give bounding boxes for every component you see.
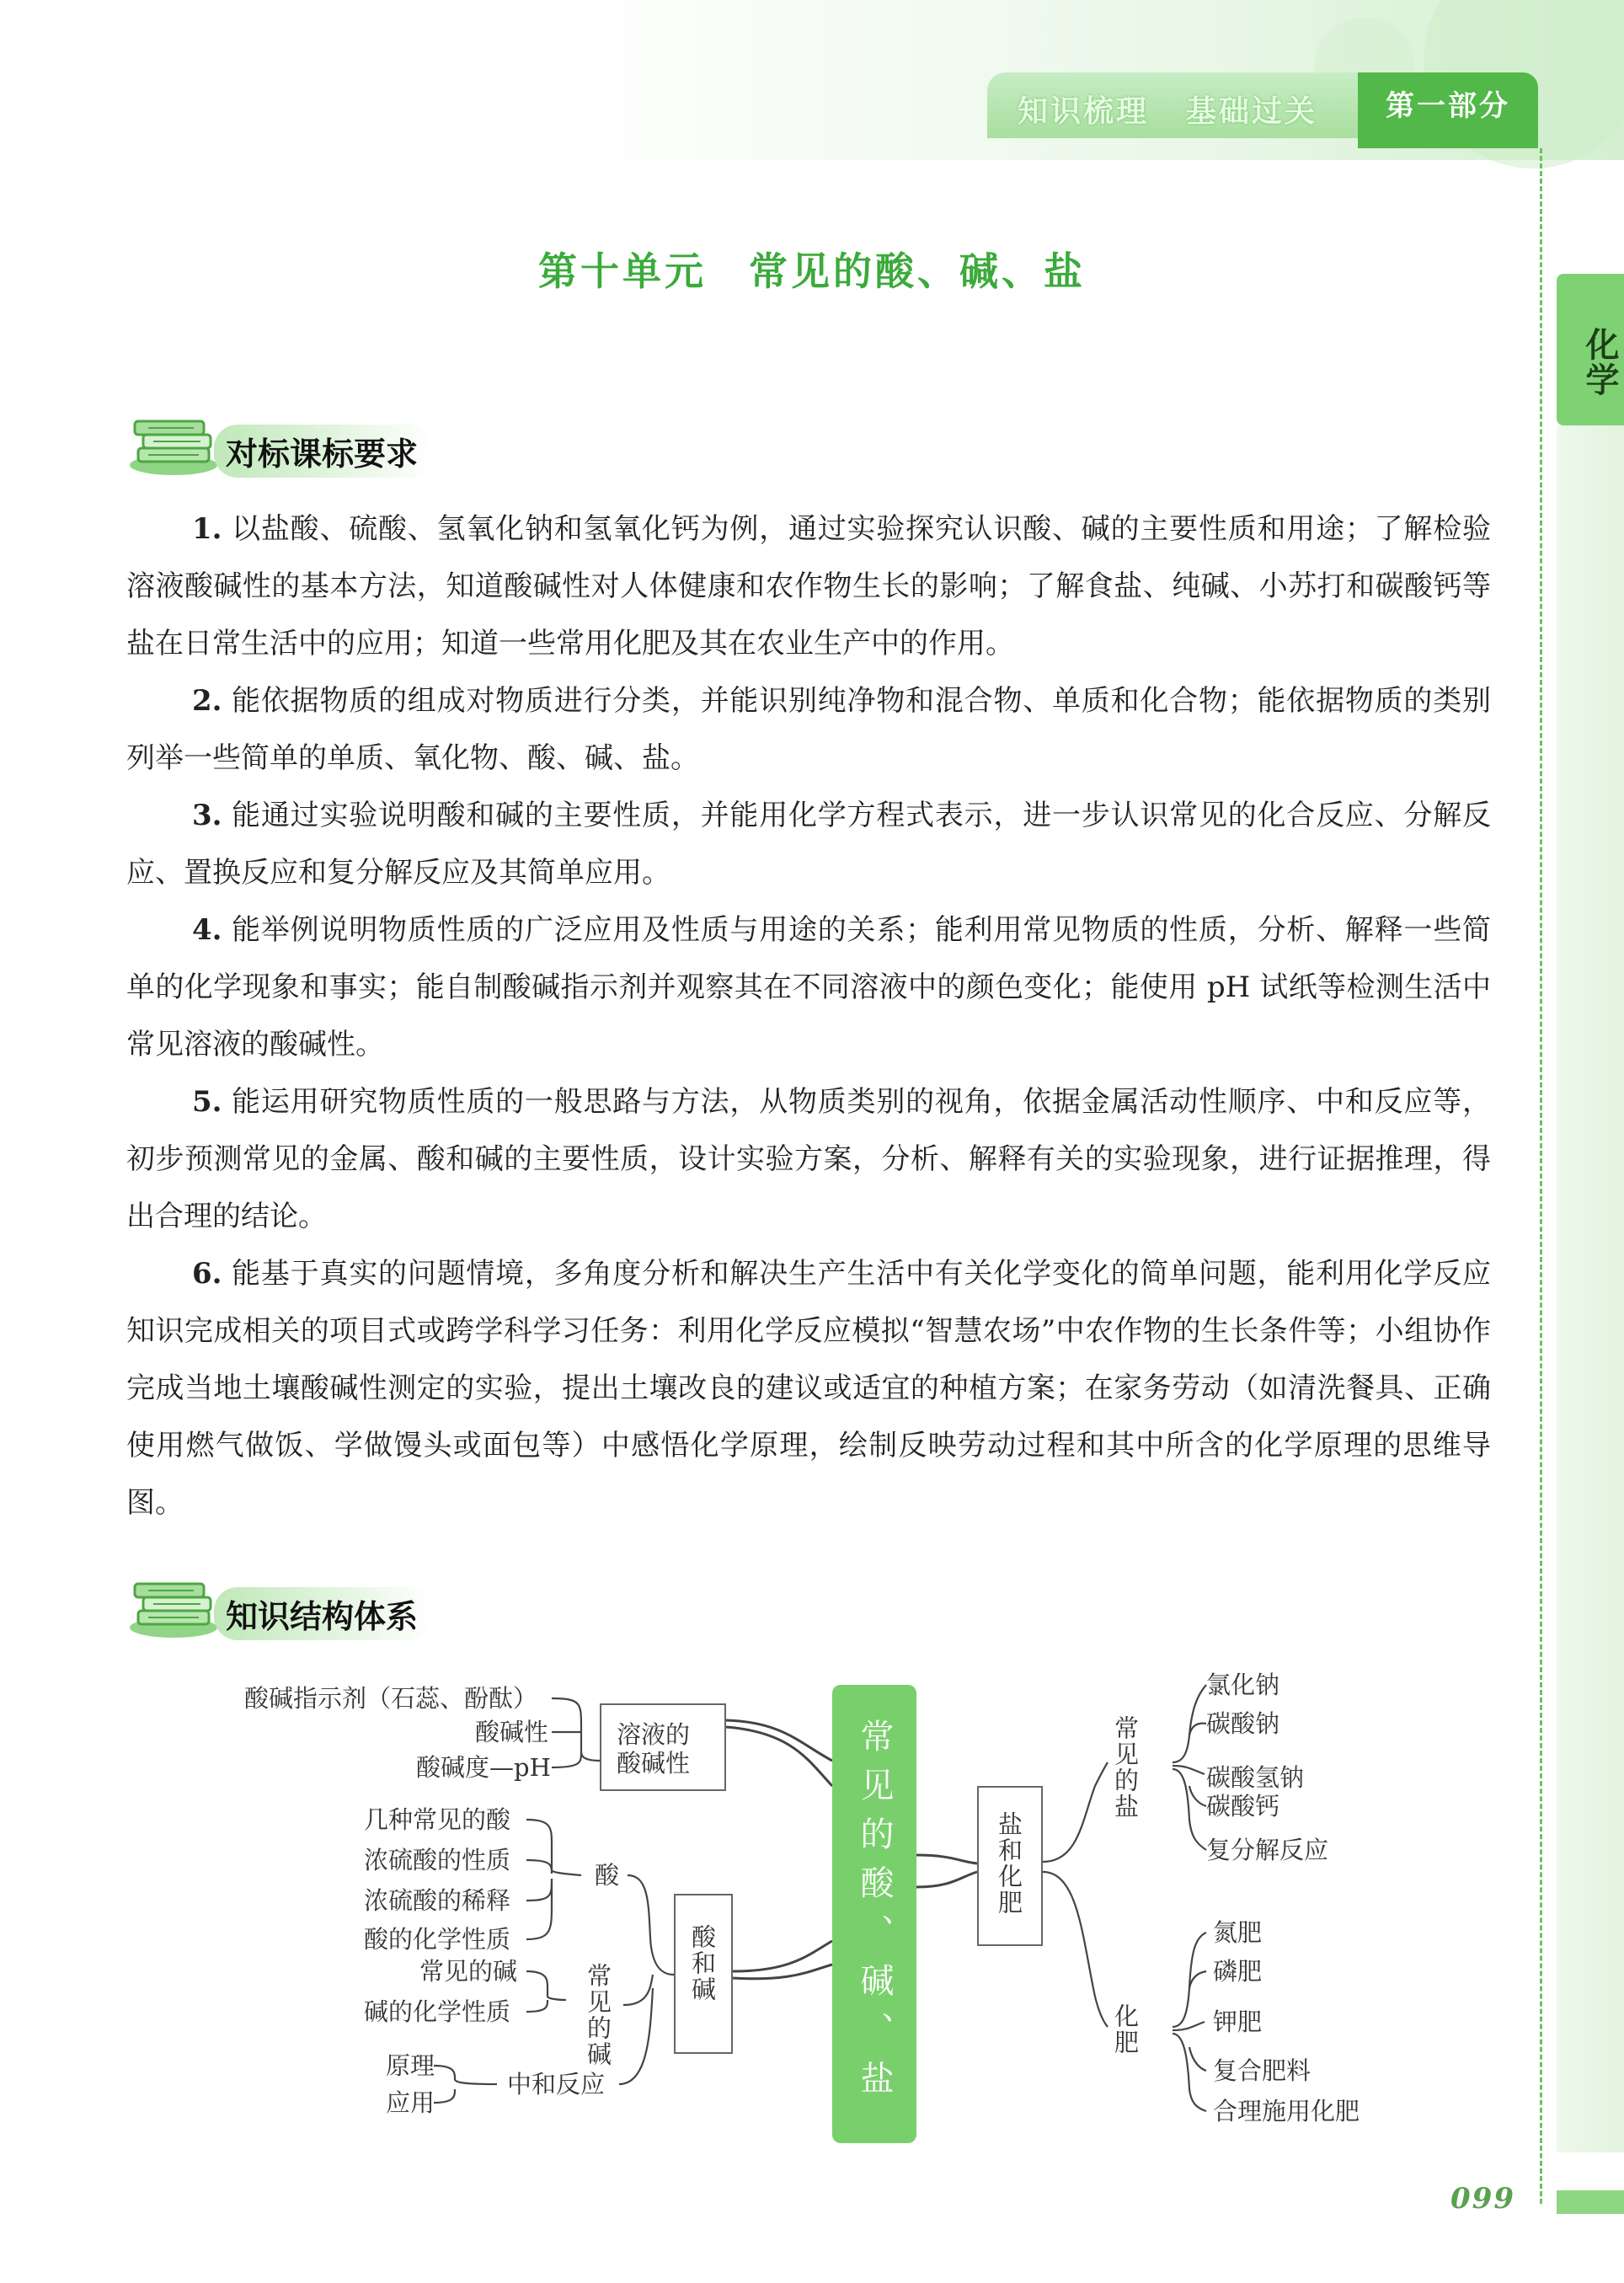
leaf-principle: 原理 — [386, 2051, 435, 2080]
requirement-item — [126, 787, 1491, 901]
item-number: 5. — [192, 1085, 222, 1119]
mind-map — [0, 1651, 1624, 2157]
node-solution-acidity — [600, 1703, 726, 1791]
header-tag-mid: 基础过关 — [1186, 94, 1318, 129]
header-tag-bar — [987, 72, 1358, 138]
item-text: 能基于真实的问题情境，多角度分析和解决生产生活中有关化学变化的简单问题，能利用化学反应知识完成相关的项目式或跨学科学习任务：利用化学反应模拟“智慧农场”中农作物的生长条件等；小组协作完成当地土壤酸碱性测定的实验，提出土壤改良的建议或适宜的种植方案；在家务劳动（如清洗餐具、正确使用燃气做饭、学做馒头或面包等）中感悟化学原理，绘制反映劳动过程和其中所含的化学原理的思维导图。 — [126, 1257, 1491, 1520]
node-label: 酸和碱 — [688, 1924, 717, 2002]
node-salt-and-fertilizer — [977, 1786, 1043, 1946]
leaf-phosphate-fertilizer: 磷肥 — [1213, 1957, 1263, 1986]
section-heading-label: 对标课标要求 — [214, 425, 433, 478]
requirement-item — [126, 901, 1491, 1073]
node-acid-and-base — [674, 1894, 733, 2054]
node-label: 溶液的酸碱性 — [617, 1720, 691, 1778]
page-number: 099 — [1450, 2182, 1515, 2216]
page-number-strip — [1557, 2190, 1624, 2214]
item-number: 3. — [192, 799, 222, 832]
item-text: 能依据物质的组成对物质进行分类，并能识别纯净物和混合物、单质和化合物；能依据物质的类别列举一些简单的单质、氧化物、酸、碱、盐。 — [126, 684, 1491, 775]
leaf-acidity: 酸碱性 — [475, 1718, 549, 1746]
node-fertilizer: 化肥 — [1111, 2003, 1140, 2056]
subject-tab: 化学 — [1557, 274, 1624, 425]
leaf-nitrogen-fertilizer: 氮肥 — [1213, 1918, 1263, 1947]
leaf-sodium-bicarbonate: 碳酸氢钠 — [1206, 1763, 1305, 1792]
item-text: 能通过实验说明酸和碱的主要性质，并能用化学方程式表示，进一步认识常见的化合反应、分解反应、置换反应和复分解反应及其简单应用。 — [126, 799, 1491, 890]
item-text: 以盐酸、硫酸、氢氧化钠和氢氧化钙为例，通过实验探究认识酸、碱的主要性质和用途；了解检验溶液酸碱性的基本方法，知道酸碱性对人体健康和农作物生长的影响；了解食盐、纯碱、小苏打和碳酸钙等盐在日常生活中的应用；知道一些常用化肥及其在农业生产中的作用。 — [126, 512, 1491, 660]
leaf-potash-fertilizer: 钾肥 — [1213, 2008, 1263, 2036]
leaf-acid-chemical-properties: 酸的化学性质 — [364, 1925, 511, 1954]
books-icon — [126, 413, 227, 480]
leaf-common-acids: 几种常见的酸 — [364, 1805, 511, 1834]
requirement-item — [126, 672, 1491, 787]
leaf-ph: 酸碱度—pH — [416, 1753, 551, 1782]
node-label: 盐和化肥 — [995, 1811, 1023, 1916]
leaf-double-decomposition: 复分解反应 — [1206, 1836, 1329, 1864]
leaf-conc-sulfuric-properties: 浓硫酸的性质 — [364, 1846, 511, 1874]
leaf-indicator: 酸碱指示剂（石蕊、酚酞） — [244, 1684, 538, 1713]
leaf-compound-fertilizer: 复合肥料 — [1213, 2056, 1311, 2085]
requirement-item — [126, 500, 1491, 672]
part-tab: 第一部分 — [1358, 72, 1538, 148]
item-text: 能举例说明物质性质的广泛应用及性质与用途的关系；能利用常见物质的性质，分析、解释一些简单的化学现象和事实；能自制酸碱指示剂并观察其在不同溶液中的颜色变化；能使用 pH 试纸等检测生活中常见溶液的酸碱性。 — [126, 913, 1491, 1061]
node-acid: 酸 — [595, 1861, 620, 1890]
item-number: 4. — [192, 913, 222, 947]
books-icon — [126, 1575, 227, 1643]
mind-map-connectors — [0, 1651, 1624, 2157]
leaf-conc-sulfuric-dilution: 浓硫酸的稀释 — [364, 1886, 511, 1915]
leaf-calcium-carbonate: 碳酸钙 — [1206, 1792, 1280, 1821]
item-text: 能运用研究物质性质的一般思路与方法，从物质类别的视角，依据金属活动性顺序、中和反应等，初步预测常见的金属、酸和碱的主要性质，设计实验方案，分析、解释有关的实验现象，进行证据推理，得出合理的结论。 — [126, 1085, 1491, 1233]
page-title: 第十单元 常见的酸、碱、盐 — [538, 249, 1086, 294]
leaf-application: 应用 — [386, 2088, 435, 2117]
requirement-item — [126, 1073, 1491, 1245]
center-node — [832, 1685, 916, 2143]
center-node-label: 常见的酸、碱、盐 — [855, 1719, 894, 2109]
leaf-rational-use: 合理施用化肥 — [1213, 2097, 1360, 2125]
item-number: 1. — [192, 512, 222, 546]
node-common-bases: 常见的碱 — [584, 1963, 612, 2067]
leaf-sodium-chloride: 氯化钠 — [1206, 1671, 1280, 1699]
leaf-sodium-carbonate: 碳酸钠 — [1206, 1709, 1280, 1738]
header-tag-left: 知识梳理 — [1018, 94, 1150, 129]
item-number: 2. — [192, 684, 222, 718]
requirement-item — [126, 1245, 1491, 1532]
leaf-common-bases: 常见的碱 — [419, 1957, 518, 1986]
item-number: 6. — [192, 1257, 222, 1291]
section-heading-label: 知识结构体系 — [214, 1587, 433, 1640]
node-neutralization: 中和反应 — [507, 2070, 606, 2099]
node-common-salts: 常见的盐 — [1111, 1715, 1140, 1820]
leaf-base-chemical-properties: 碱的化学性质 — [364, 1997, 511, 2026]
